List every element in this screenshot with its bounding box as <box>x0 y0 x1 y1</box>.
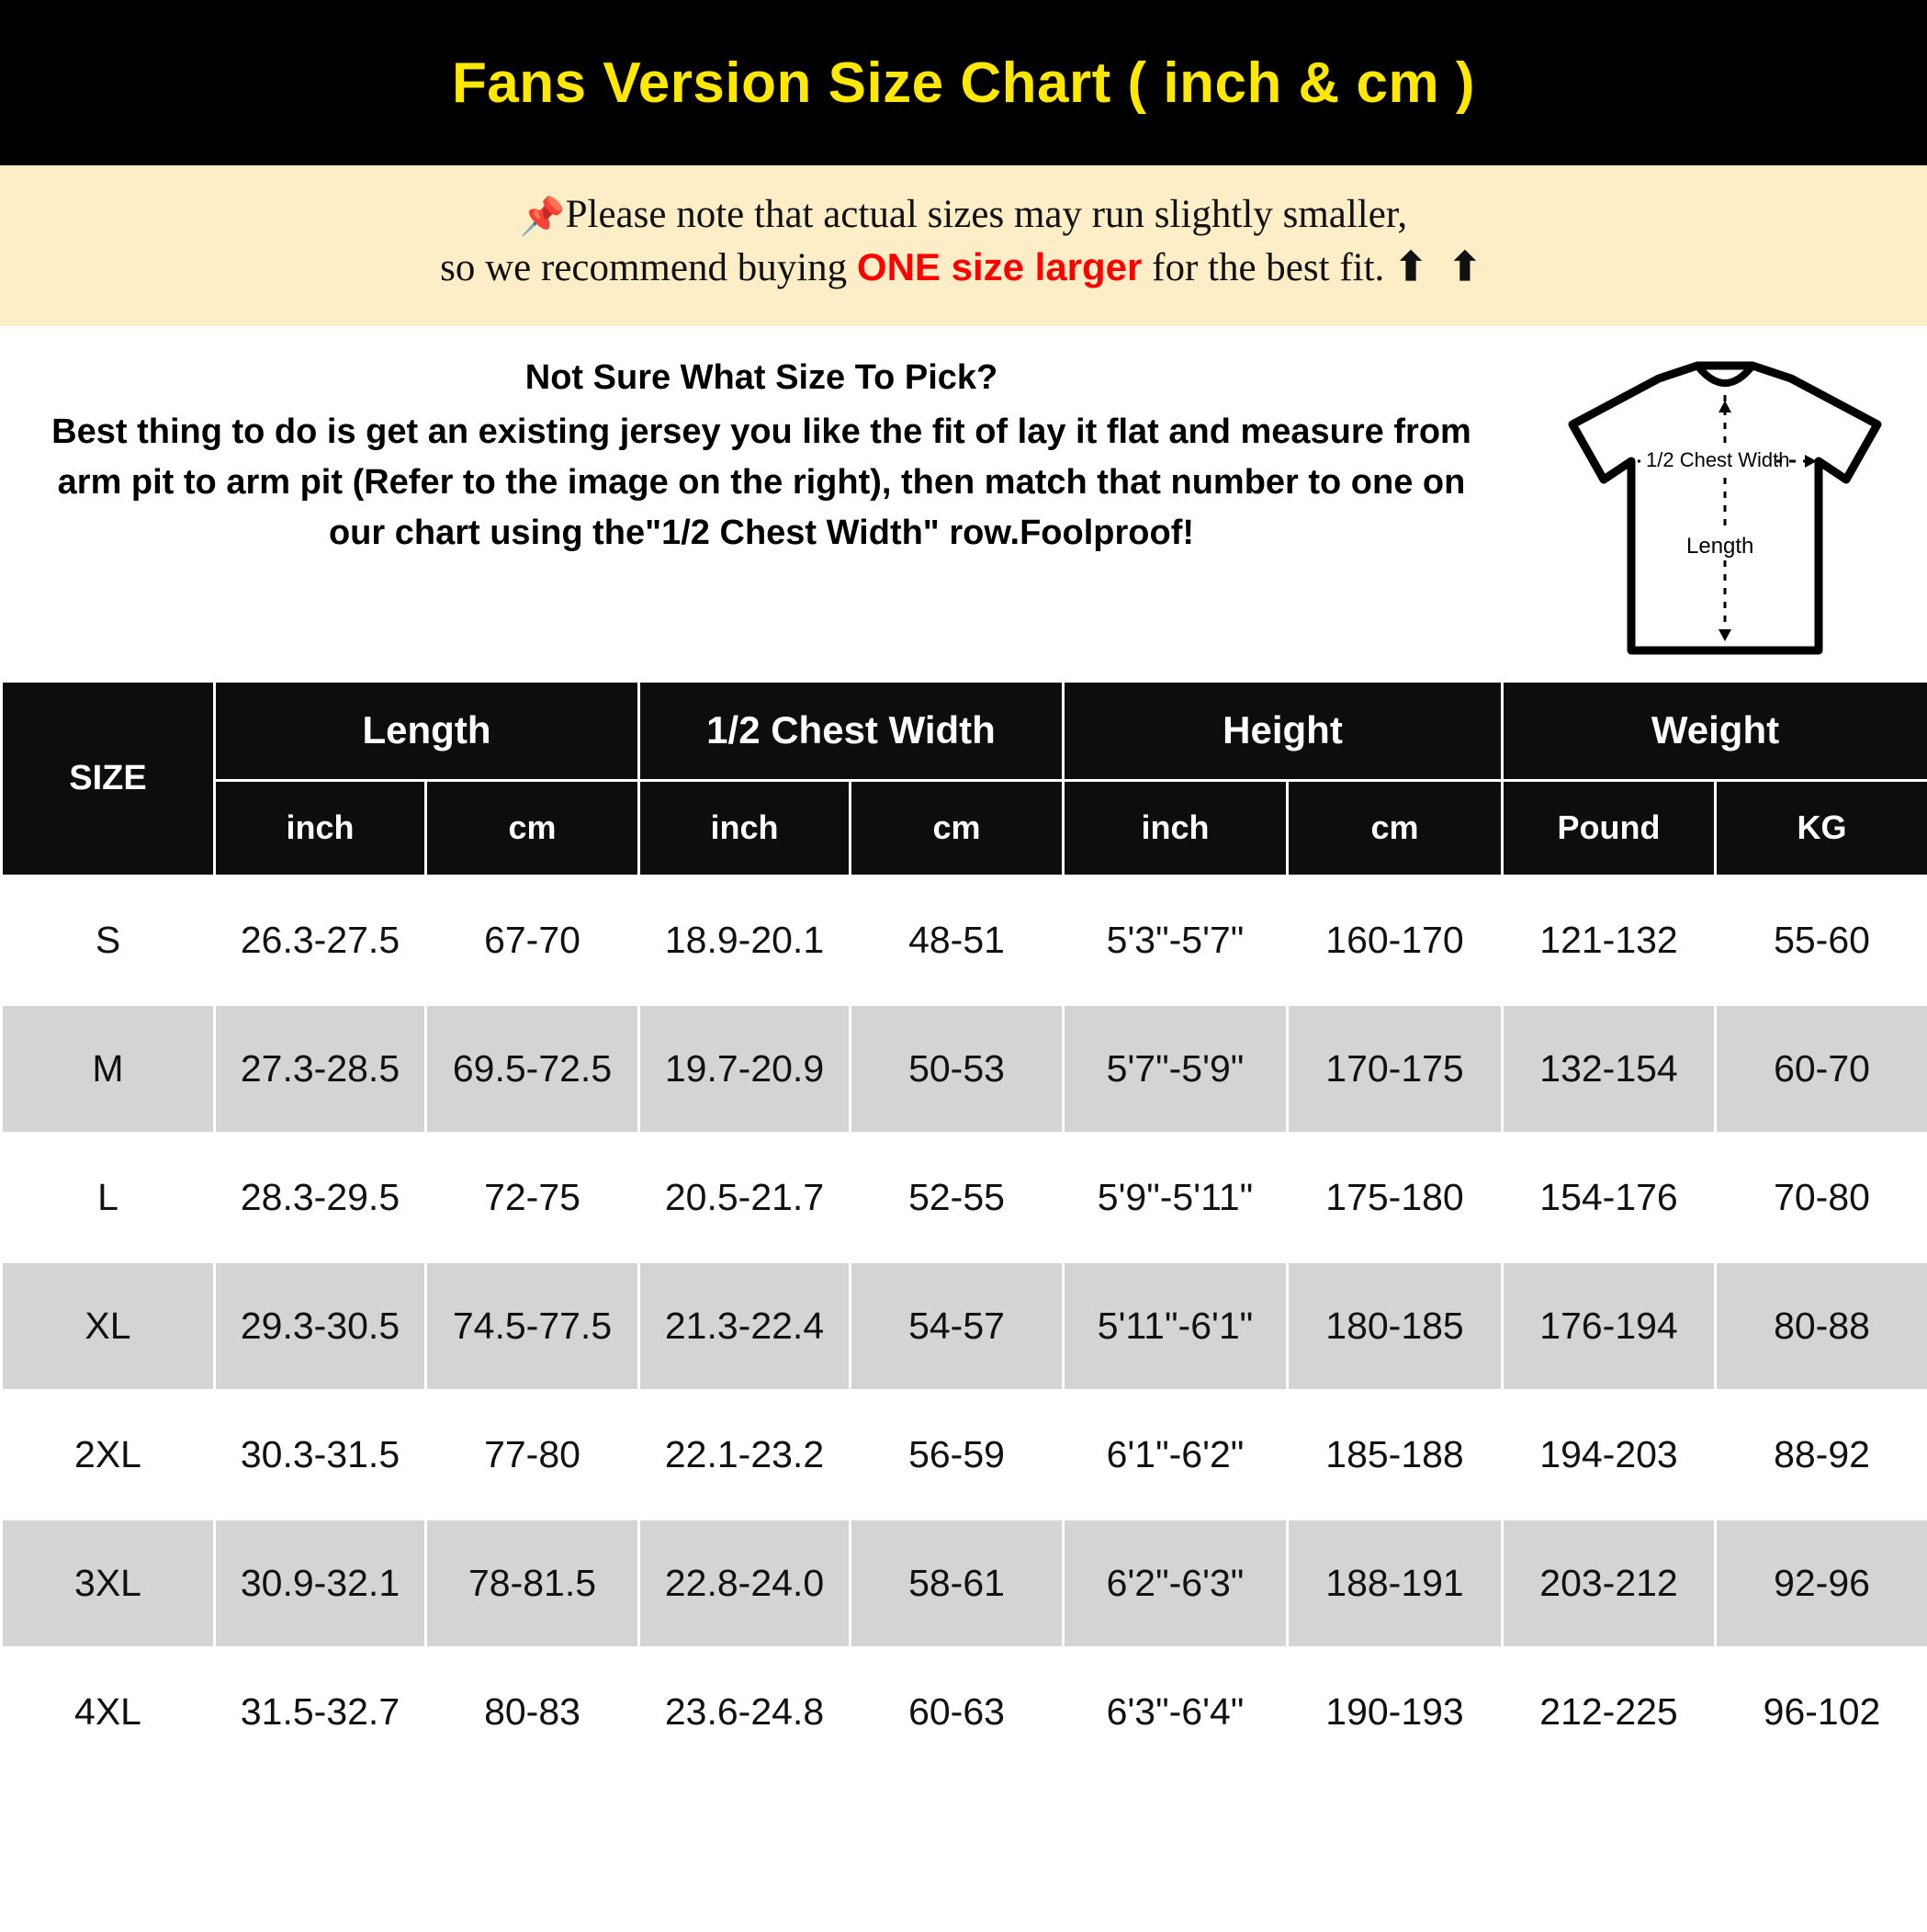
cell-height-inch: 5'3"-5'7" <box>1064 876 1288 1004</box>
cell-chest-inch: 21.3-22.4 <box>639 1261 851 1390</box>
cell-height-inch: 6'1"-6'2" <box>1064 1390 1288 1519</box>
cell-weight-kg: 88-92 <box>1716 1390 1927 1519</box>
table-head-row-groups <box>2 681 1927 780</box>
table-row <box>2 1261 1927 1390</box>
cell-chest-cm: 54-57 <box>851 1261 1064 1390</box>
cell-weight-pound: 132-154 <box>1503 1004 1716 1133</box>
cell-chest-cm: 60-63 <box>851 1647 1064 1776</box>
note-banner <box>0 165 1927 329</box>
cell-length-cm: 74.5-77.5 <box>426 1261 639 1390</box>
cell-height-inch: 5'9"-5'11" <box>1064 1133 1288 1261</box>
th-unit-height-inch: inch <box>1064 780 1288 876</box>
row-size: XL <box>2 1261 215 1390</box>
cell-length-inch: 30.9-32.1 <box>215 1519 426 1647</box>
cell-chest-cm: 50-53 <box>851 1004 1064 1133</box>
note-line-1 <box>18 189 1909 242</box>
cell-height-cm: 180-185 <box>1288 1261 1503 1390</box>
cell-weight-kg: 60-70 <box>1716 1004 1927 1133</box>
cell-chest-cm: 56-59 <box>851 1390 1064 1519</box>
cell-height-cm: 175-180 <box>1288 1133 1503 1261</box>
th-unit-weight-pound: Pound <box>1503 780 1716 876</box>
row-size: 2XL <box>2 1390 215 1519</box>
cell-length-cm: 80-83 <box>426 1647 639 1776</box>
table-head-row-units <box>2 780 1927 876</box>
cell-length-cm: 69.5-72.5 <box>426 1004 639 1133</box>
cell-length-inch: 30.3-31.5 <box>215 1390 426 1519</box>
cell-weight-kg: 80-88 <box>1716 1261 1927 1390</box>
th-group-length: Length <box>215 681 639 780</box>
cell-length-inch: 27.3-28.5 <box>215 1004 426 1133</box>
cell-height-inch: 5'11"-6'1" <box>1064 1261 1288 1390</box>
cell-weight-pound: 203-212 <box>1503 1519 1716 1647</box>
cell-weight-kg: 70-80 <box>1716 1133 1927 1261</box>
advice-text-block <box>0 349 1523 559</box>
cell-length-cm: 77-80 <box>426 1390 639 1519</box>
cell-length-cm: 78-81.5 <box>426 1519 639 1647</box>
cell-length-inch: 28.3-29.5 <box>215 1133 426 1261</box>
cell-weight-kg: 96-102 <box>1716 1647 1927 1776</box>
note-emphasis: ONE size larger <box>856 244 1143 288</box>
pushpin-icon: 📌 <box>519 196 566 237</box>
cell-height-cm: 185-188 <box>1288 1390 1503 1519</box>
cell-height-inch: 6'2"-6'3" <box>1064 1519 1288 1647</box>
cell-chest-inch: 18.9-20.1 <box>639 876 851 1004</box>
table-body <box>2 876 1927 1776</box>
cell-chest-inch: 22.1-23.2 <box>639 1390 851 1519</box>
cell-height-inch: 5'7"-5'9" <box>1064 1004 1288 1133</box>
row-size: 3XL <box>2 1519 215 1647</box>
cell-length-cm: 67-70 <box>426 876 639 1004</box>
cell-height-cm: 170-175 <box>1288 1004 1503 1133</box>
th-group-weight: Weight <box>1503 681 1927 780</box>
row-size: L <box>2 1133 215 1261</box>
cell-weight-pound: 121-132 <box>1503 876 1716 1004</box>
cell-chest-cm: 52-55 <box>851 1133 1064 1261</box>
table-head <box>2 681 1927 876</box>
note-text-2-pre: so we recommend buying <box>440 245 857 289</box>
table-row <box>2 1133 1927 1261</box>
cell-height-cm: 190-193 <box>1288 1647 1503 1776</box>
cell-weight-kg: 92-96 <box>1716 1519 1927 1647</box>
cell-length-cm: 72-75 <box>426 1133 639 1261</box>
up-arrows-icon: ⬆ ⬆ <box>1394 245 1487 289</box>
th-unit-weight-kg: KG <box>1716 780 1927 876</box>
advice-body: Best thing to do is get an existing jersey you like the fit of lay it flat and measure from arm pit to arm pit (Refer to the image on the right), then match that number to one on our chart using the"1/2 Chest Width" row.Foolproof! <box>51 412 1471 552</box>
cell-chest-cm: 58-61 <box>851 1519 1064 1647</box>
cell-length-inch: 31.5-32.7 <box>215 1647 426 1776</box>
th-unit-chest-inch: inch <box>639 780 851 876</box>
th-unit-height-cm: cm <box>1288 780 1503 876</box>
size-table <box>0 680 1927 1778</box>
table-row <box>2 1004 1927 1133</box>
tee-diagram <box>1523 349 1927 671</box>
th-unit-length-inch: inch <box>215 780 426 876</box>
cell-height-inch: 6'3"-6'4" <box>1064 1647 1288 1776</box>
cell-chest-cm: 48-51 <box>851 876 1064 1004</box>
note-text-2-post: for the best fit. <box>1142 245 1395 289</box>
cell-chest-inch: 23.6-24.8 <box>639 1647 851 1776</box>
cell-height-cm: 188-191 <box>1288 1519 1503 1647</box>
advice-section <box>0 329 1927 680</box>
cell-chest-inch: 22.8-24.0 <box>639 1519 851 1647</box>
cell-weight-pound: 194-203 <box>1503 1390 1716 1519</box>
title-banner <box>0 0 1927 165</box>
th-group-chest: 1/2 Chest Width <box>639 681 1064 780</box>
row-size: S <box>2 876 215 1004</box>
th-size: SIZE <box>2 681 215 876</box>
tee-chest-label: 1/2 Chest Width <box>1646 447 1790 471</box>
row-size: 4XL <box>2 1647 215 1776</box>
th-unit-chest-cm: cm <box>851 780 1064 876</box>
cell-length-inch: 29.3-30.5 <box>215 1261 426 1390</box>
note-text-1: Please note that actual sizes may run slightly smaller, <box>565 193 1408 236</box>
cell-chest-inch: 20.5-21.7 <box>639 1133 851 1261</box>
cell-weight-pound: 154-176 <box>1503 1133 1716 1261</box>
table-row <box>2 1647 1927 1776</box>
cell-weight-pound: 176-194 <box>1503 1261 1716 1390</box>
cell-weight-kg: 55-60 <box>1716 876 1927 1004</box>
row-size: M <box>2 1004 215 1133</box>
page-title: Fans Version Size Chart ( inch & cm ) <box>451 51 1476 115</box>
cell-chest-inch: 19.7-20.9 <box>639 1004 851 1133</box>
cell-weight-pound: 212-225 <box>1503 1647 1716 1776</box>
th-group-height: Height <box>1064 681 1503 780</box>
advice-heading: Not Sure What Size To Pick? <box>524 357 998 397</box>
tee-length-label: Length <box>1686 533 1754 559</box>
table-row <box>2 876 1927 1004</box>
tshirt-icon <box>1550 358 1899 671</box>
cell-height-cm: 160-170 <box>1288 876 1503 1004</box>
th-unit-length-cm: cm <box>426 780 639 876</box>
table-row <box>2 1519 1927 1647</box>
cell-length-inch: 26.3-27.5 <box>215 876 426 1004</box>
table-row <box>2 1390 1927 1519</box>
note-line-2 <box>18 242 1909 295</box>
